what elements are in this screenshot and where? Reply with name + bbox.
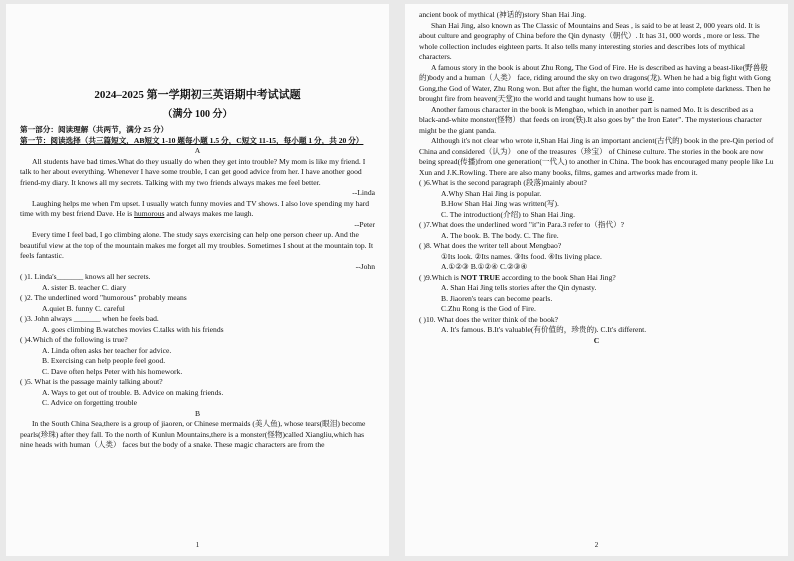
part-one-heading: 第一部分：阅读理解（共两节，满分 25 分） [20,125,169,134]
question-10: ( )10. What does the writer think of the book? [419,314,559,324]
page-1 [6,4,389,556]
question-4-option-c: C. Dave often helps Peter with his homework. [42,366,183,376]
question-4: ( )4.Which of the following is true? [20,335,128,344]
question-5: ( )5. What is the passage mainly talking about? [20,377,163,386]
question-9-option-c: C.Zhu Rong is the God of Fire. [441,304,536,313]
question-5-option-c: C. Advice on forgetting trouble [42,398,137,407]
question-7-options: A. The book. B. The body. C. The fire. [441,230,559,240]
question-8: ( )8. What does the writer tell about Mengbao? [419,241,562,250]
question-6-option-b: B.How Shan Hai Jing was written(写). [441,199,559,208]
exam-title: 2024–2025 第一学期初三英语期中考试试题 [94,89,301,101]
page-2 [405,4,788,556]
question-2: ( )2. The underlined word "humorous" probably means [20,293,187,302]
passage-a-paragraph-1: All students have bad times.What do they usually do when they get into trouble? My mom is like my friend. I talk to her about everything. Whenever I have some trouble, I can get good advice from her. I have another good friend-my diary. It knows all my secrets. Talking with my two friends always makes me feel better. [20,156,366,187]
passage-a-label: A [194,146,201,155]
question-9-option-a: A. Shan Hai Jing tells stories after the Qin dynasty. [441,283,597,292]
question-10-options: A. It's famous. B.It's valuable(有价值的，珍贵的). C.It's different. [441,325,647,334]
page-number-1: 1 [195,540,200,549]
section-one-instructions: 第一节：阅读选择（共三篇短文，AB短文 1-10 题每小题 1.5 分，C短文 11-15，每小题 1 分，共 20 分） [20,135,364,145]
passage-a-paragraph-3: Every time I feel bad, I go climbing alone. The study says exercising can help one person cheer up. And the beautiful view at the top of the mountain makes me forget all my troubles. Sometimes I shout at the mountain top. It feels fantastic. [20,230,374,260]
underlined-word-it: it [648,94,653,103]
question-6-option-c: C. The introduction(介绍) to Shan Hai Jing. [441,209,576,219]
question-3: ( )3. John always _______ when he feels bad. [20,314,159,323]
question-4-option-b: B. Exercising can help people feel good. [42,356,166,365]
question-9-option-b: B. Jiaoren's tears can become pearls. [441,293,553,303]
passage-b-paragraph-4: Another famous character in the book is Mengbao, which in another part is named Mo. It is described as a black-and-white monster(怪物）that feeds on iron(铁).It also goes by" the Iron Eater". The mysterious character might be the giant panda. [419,104,762,135]
passage-c-label: C [593,335,600,345]
question-1: ( )1. Linda's_______ knows all her secrets. [20,272,151,281]
question-9: ( )9.Which is NOT TRUE according to the book Shan Hai Jing? [419,272,616,282]
passage-b-paragraph-1: In the South China Sea,there is a group of jiaoren, or Chinese mermaids (美人鱼), whose tears(眼泪) become pearls(珍珠) after they fall. To the north of Kunlun Mountains,there is a monster(怪物)called Xiangliu,which has nine heads with human（人类） faces but the body of a snake. These magic characters are from the [20,419,366,449]
passage-b-paragraph-3: A famous story in the book is about Zhu Rong, The God of Fire. He is described as having a beast-like(野兽般的)body and a human（人类） face, riding around the sky on two dragons(龙). When he had a big fight with Gong Gong,the God of Water, Zhu Rong won. But after the fight, the human world came into complete darkness. Then he brought fire from heaven(天堂)to the world and taught humans how to use it. [419,62,771,103]
passage-b-label: B [194,408,201,418]
passage-a-signature-linda: --Linda [352,188,375,197]
not-true-emphasis: NOT TRUE [460,272,500,282]
exam-sheet [6,4,788,556]
question-5-options-ab: A. Ways to get out of trouble. B. Advice on making friends. [42,387,224,397]
passage-b-paragraph-5: Although it's not clear who wrote it,Shan Hai Jing is an important ancient(古代的) book in the pre-Qin period of China and considered（认为） one of the treasures（珍宝） of Chinese culture. The stories in the book are now being spread(传播)from one generation(一代人) to another in China. The book has encouraged many people like Lu Xun and J.K.Rowling. There are also many books, films, games and artworks made from it. [419,136,774,177]
underlined-word-humorous: humorous [134,209,165,218]
question-7: ( )7.What does the underlined word "it"in Para.3 refer to（指代）? [419,220,625,229]
question-3-options: A. goes climbing B.watches movies C.talks with his friends [42,324,224,334]
page-number-2: 2 [594,540,599,549]
question-8-options: A.①②③ B.①②④ C.②③④ [441,262,528,271]
question-4-option-a: A. Linda often asks her teacher for advice. [42,345,172,355]
passage-b-paragraph-2: Shan Hai Jing, also known as The Classic of Mountains and Seas , is said to be at least 2, 000 years old. It is about culture and geography of China before the Qin dynasty（朝代）. It has 31, 000 words , more or less. The whole collection includes eighteen parts. It also tells many interesting stories and describes lots of mythical characters. [419,20,760,61]
passage-a-paragraph-2: Laughing helps me when I'm upset. I usually watch funny movies and TV shows. I also love spending my hard time with my best friend Dave. He is humorous and always makes me laugh. [20,198,370,218]
question-6-option-a: A.Why Shan Hai Jing is popular. [441,188,542,198]
passage-b-paragraph-1-end: ancient book of mythical (神话的)story Shan Hai Jing. [419,10,587,19]
passage-a-signature-john: --John [355,261,375,271]
passage-a-signature-peter: --Peter [354,219,375,229]
question-6: ( )6.What is the second paragraph (段落)mainly about? [419,178,587,187]
question-8-items: ①Its look. ②Its names. ③Its food. ④Its living place. [441,251,602,261]
question-2-options: A.quiet B. funny C. careful [42,303,125,313]
question-1-options: A. sister B. teacher C. diary [42,282,127,292]
exam-subtitle: （满分 100 分） [162,109,233,120]
